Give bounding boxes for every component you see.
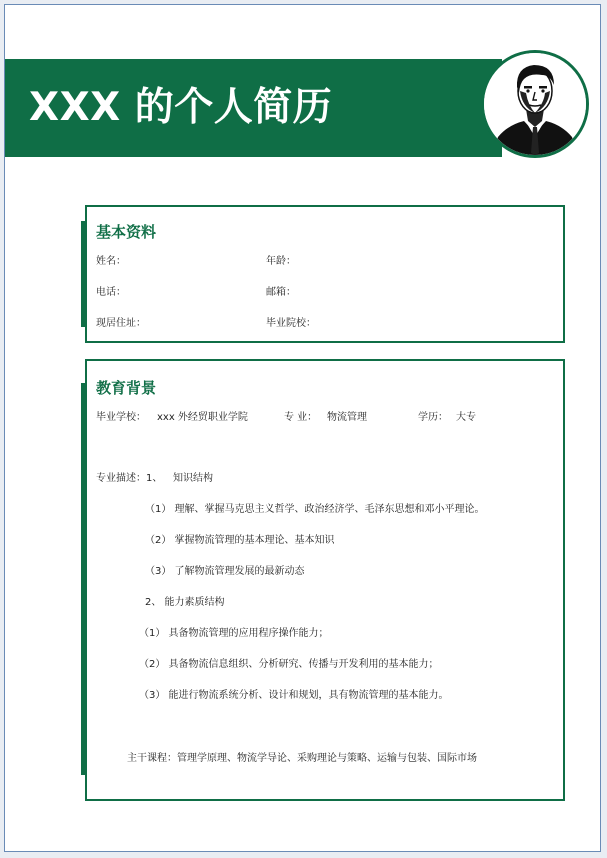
major-value: 物流管理 [327, 412, 367, 423]
school-value: xxx 外经贸职业学院 [157, 412, 248, 423]
section-title: 教育背景 [96, 379, 157, 397]
ability-item-3: （3） 能进行物流系统分析、设计和规划，具有物流管理的基本能力。 [139, 690, 449, 701]
school-label: 毕业学校： [96, 412, 146, 423]
ability-heading: 2、 能力素质结构 [145, 597, 225, 608]
phone-label: 电话： [96, 287, 126, 298]
graduate-school-label: 毕业院校： [266, 318, 316, 329]
knowledge-heading: 知识结构 [173, 473, 213, 484]
ability-item-1: （1） 具备物流管理的应用程序操作能力； [139, 628, 329, 639]
section-accent-bar [81, 221, 87, 327]
basic-info-section [85, 205, 565, 343]
name-label: 姓名： [96, 256, 126, 267]
email-label: 邮箱： [266, 287, 296, 298]
portrait-photo [481, 50, 589, 158]
degree-label: 学历： [418, 412, 448, 423]
age-label: 年龄： [266, 256, 296, 267]
knowledge-item-1: （1） 理解、掌握马克思主义哲学、政治经济学、毛泽东思想和邓小平理论。 [145, 504, 485, 515]
knowledge-item-3: （3） 了解物流管理发展的最新动态 [145, 566, 305, 577]
resume-title: XXX 的个人简历 [29, 85, 333, 130]
section-accent-bar [81, 383, 87, 775]
portrait-icon [484, 53, 586, 155]
section-title: 基本资料 [96, 223, 157, 241]
ability-item-2: （2） 具备物流信息组织、分析研究、传播与开发利用的基本能力； [139, 659, 439, 670]
core-courses: 主干课程：管理学原理、物流学导论、采购理论与策略、运输与包装、国际市场 [127, 753, 477, 764]
resume-page [4, 4, 601, 852]
degree-value: 大专 [456, 412, 476, 423]
title-banner [5, 59, 502, 157]
description-label: 专业描述：1、 [96, 473, 163, 484]
major-label: 专 业： [284, 412, 318, 423]
education-section [85, 359, 565, 801]
knowledge-item-2: （2） 掌握物流管理的基本理论、基本知识 [145, 535, 335, 546]
address-label: 现居住址： [96, 318, 146, 329]
